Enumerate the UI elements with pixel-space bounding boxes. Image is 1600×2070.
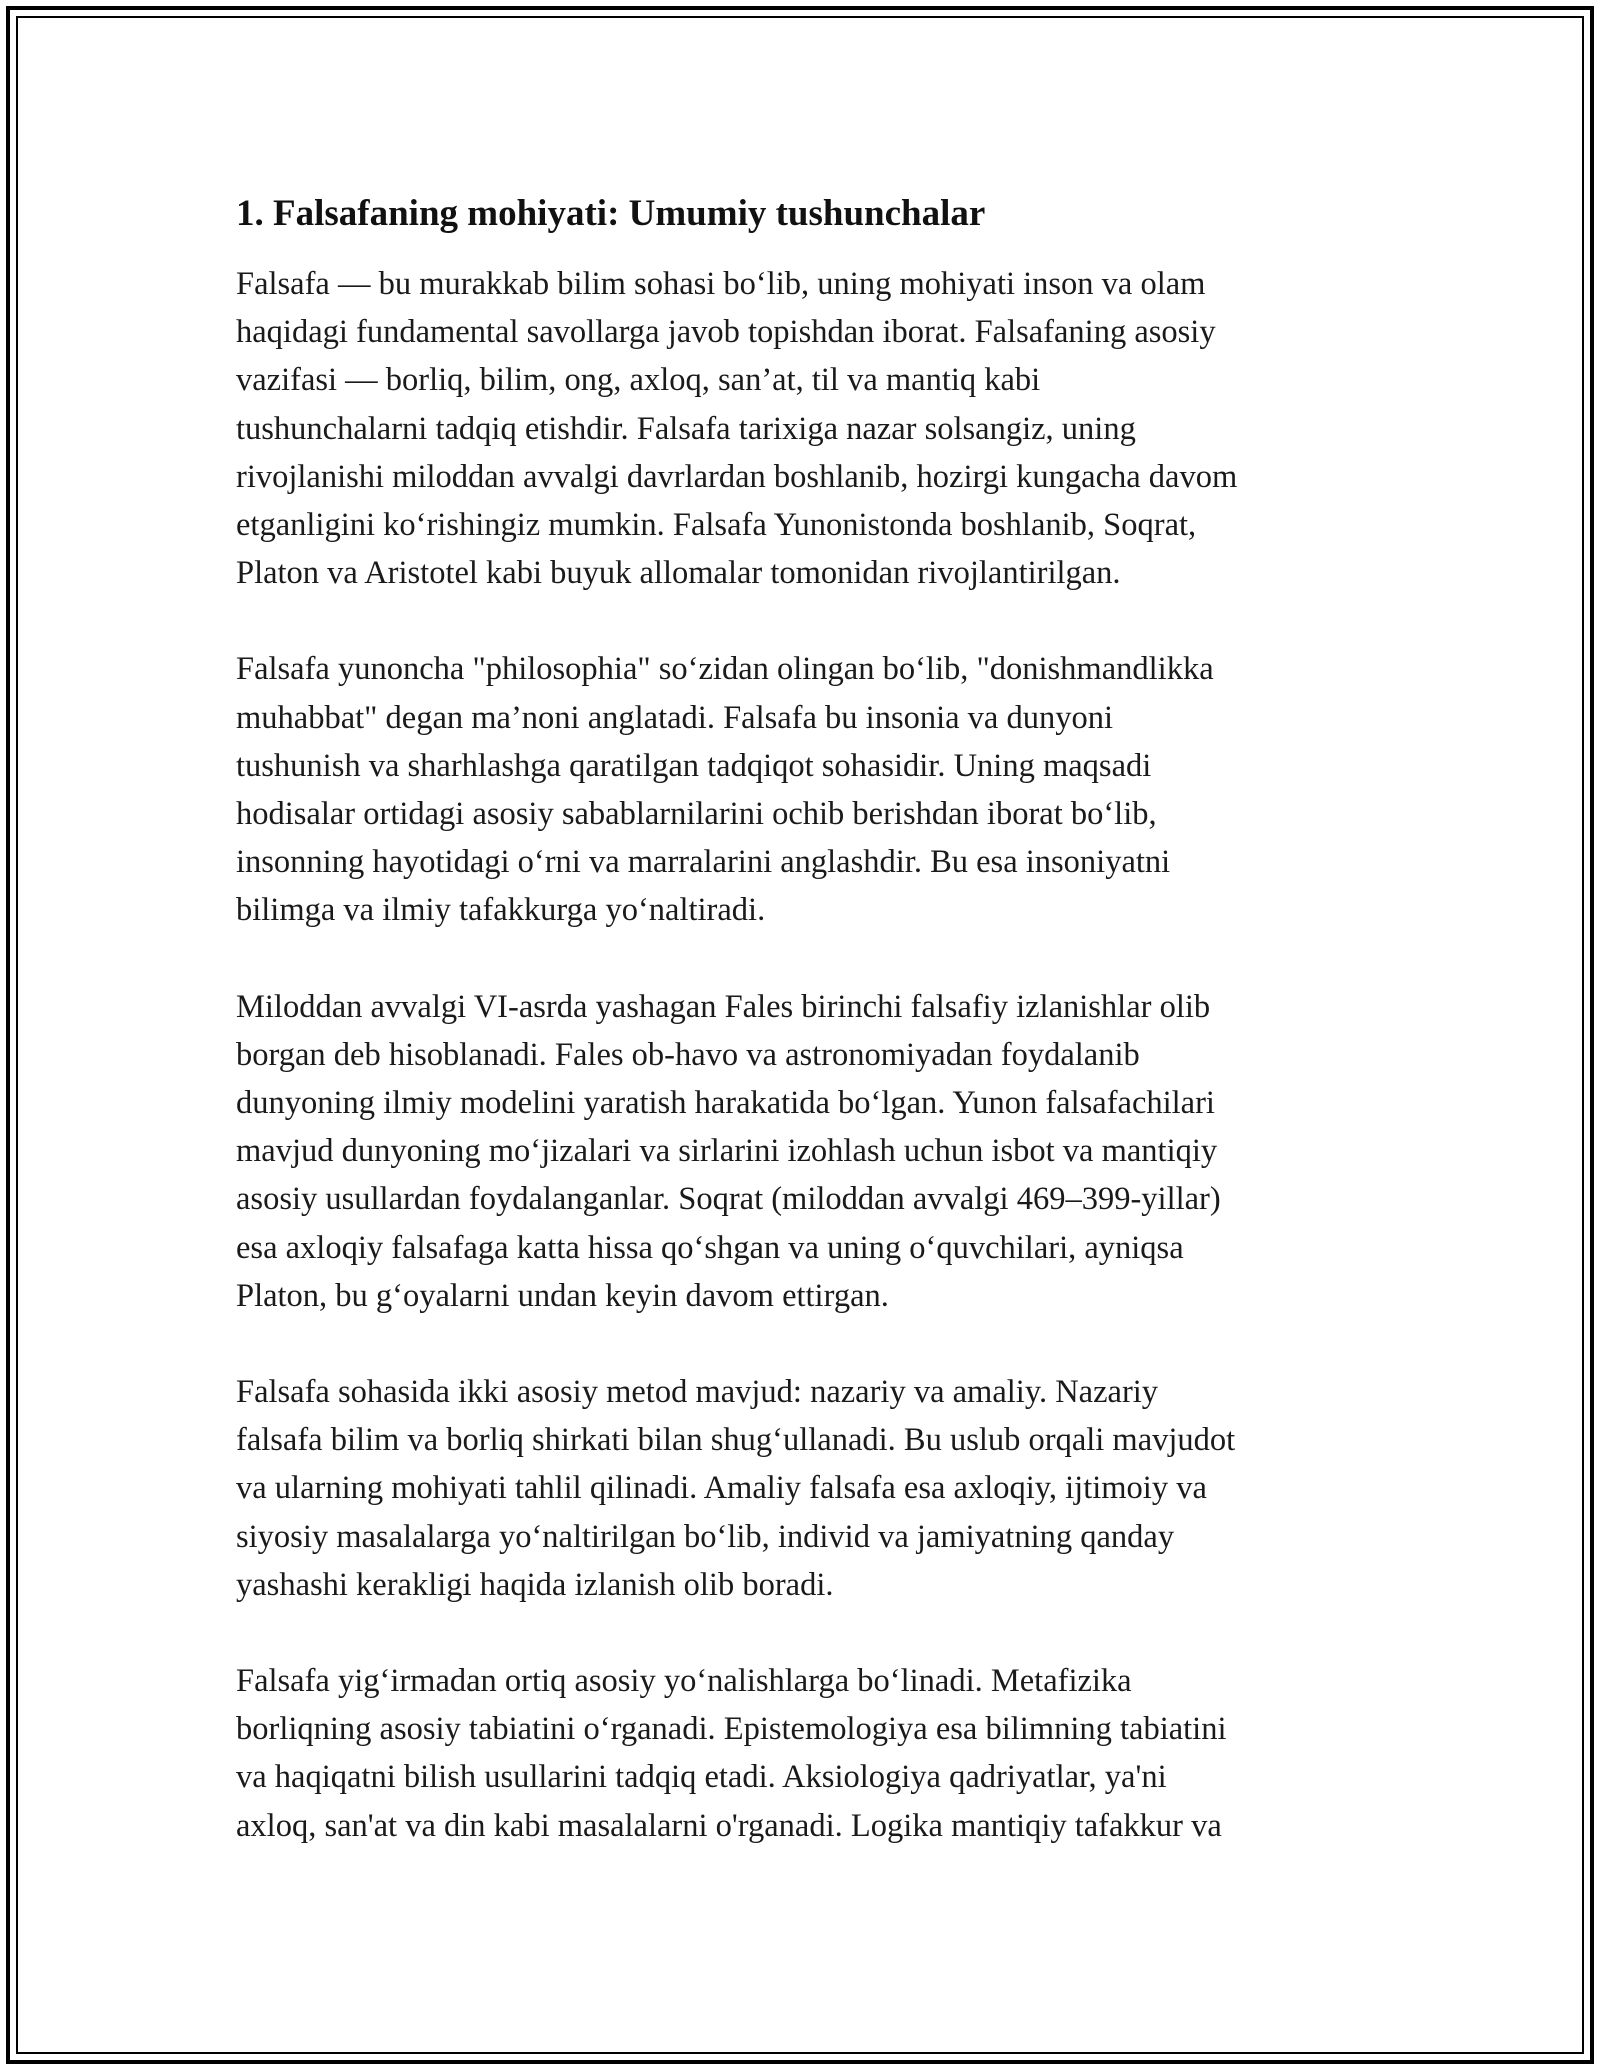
text-line: etganligini ko‘rishingiz mumkin. Falsafa Yunonistonda boshlanib, Soqrat, [236, 507, 1197, 544]
text-line: dunyoning ilmiy modelini yaratish harakatida bo‘lgan. Yunon falsafachilari [236, 1085, 1215, 1122]
text-line: insonning hayotidagi o‘rni va marralarini anglashdir. Bu esa insoniyatni [236, 844, 1171, 881]
text-line: Falsafa yig‘irmadan ortiq asosiy yo‘nalishlarga bo‘linadi. Metafizika [236, 1663, 1132, 1700]
text-line: Falsafa yunoncha "philosophia" so‘zidan olingan bo‘lib, "donishmandlikka [236, 651, 1214, 688]
text-line: borgan deb hisoblanadi. Fales ob-havo va astronomiyadan foydalanib [236, 1036, 1140, 1073]
text-line: esa axloqiy falsafaga katta hissa qo‘shgan va uning o‘quvchilari, ayniqsa [236, 1229, 1184, 1266]
text-line: bilimga va ilmiy tafakkurga yo‘naltiradi. [236, 892, 766, 929]
text-line: falsafa bilim va borliq shirkati bilan shug‘ullanadi. Bu uslub orqali mavjudot [236, 1422, 1236, 1459]
text-line: va haqiqatni bilish usullarini tadqiq etadi. Aksiologiya qadriyatlar, ya'ni [236, 1759, 1167, 1796]
text-line: tushunish va sharhlashga qaratilgan tadqiqot sohasidir. Uning maqsadi [236, 747, 1152, 784]
text-line: axloq, san'at va din kabi masalalarni o'rganadi. Logika mantiqiy tafakkur va [236, 1807, 1222, 1844]
text-line: yashashi kerakligi haqida izlanish olib boradi. [236, 1566, 834, 1603]
document-body [236, 186, 1376, 1898]
paragraph-3 [236, 983, 1376, 1320]
text-line: haqidagi fundamental savollarga javob topishdan iborat. Falsafaning asosiy [236, 314, 1216, 351]
text-line: borliqning asosiy tabiatini o‘rganadi. Epistemologiya esa bilimning tabiatini [236, 1711, 1227, 1748]
text-line: Miloddan avvalgi VI-asrda yashagan Fales birinchi falsafiy izlanishlar olib [236, 988, 1211, 1025]
text-line: hodisalar ortidagi asosiy sabablarnilarini ochib berishdan iborat bo‘lib, [236, 796, 1157, 833]
text-line: mavjud dunyoning mo‘jizalari va sirlarini izohlash uchun isbot va mantiqiy [236, 1133, 1218, 1170]
text-line: vazifasi — borliq, bilim, ong, axloq, san’at, til va mantiq kabi [236, 362, 1041, 399]
section-title: 1. Falsafaning mohiyati: Umumiy tushunchalar [236, 193, 986, 234]
paragraph-2 [236, 645, 1376, 934]
text-line: tushunchalarni tadqiq etishdir. Falsafa tarixiga nazar solsangiz, uning [236, 410, 1136, 447]
text-line: va ularning mohiyati tahlil qilinadi. Amaliy falsafa esa axloqiy, ijtimoiy va [236, 1470, 1207, 1507]
text-line: rivojlanishi miloddan avvalgi davrlardan boshlanib, hozirgi kungacha davom [236, 458, 1238, 495]
text-line: Falsafa sohasida ikki asosiy metod mavjud: nazariy va amaliy. Nazariy [236, 1374, 1159, 1411]
paragraph-4 [236, 1368, 1376, 1609]
text-line: Falsafa — bu murakkab bilim sohasi bo‘lib, uning mohiyati inson va olam [236, 266, 1206, 302]
paragraph-5 [236, 1657, 1376, 1850]
text-line: asosiy usullardan foydalanganlar. Soqrat (miloddan avvalgi 469–399-yillar) [236, 1181, 1221, 1218]
text-line: Platon, bu g‘oyalarni undan keyin davom ettirgan. [236, 1277, 889, 1314]
text-line: Platon va Aristotel kabi buyuk allomalar tomonidan rivojlantirilgan. [236, 555, 1121, 592]
text-line: muhabbat" degan ma’noni anglatadi. Falsafa bu insonia va dunyoni [236, 699, 1114, 736]
text-line: siyosiy masalalarga yo‘naltirilgan bo‘lib, individ va jamiyatning qanday [236, 1518, 1175, 1555]
paragraph-1 [236, 260, 1376, 597]
